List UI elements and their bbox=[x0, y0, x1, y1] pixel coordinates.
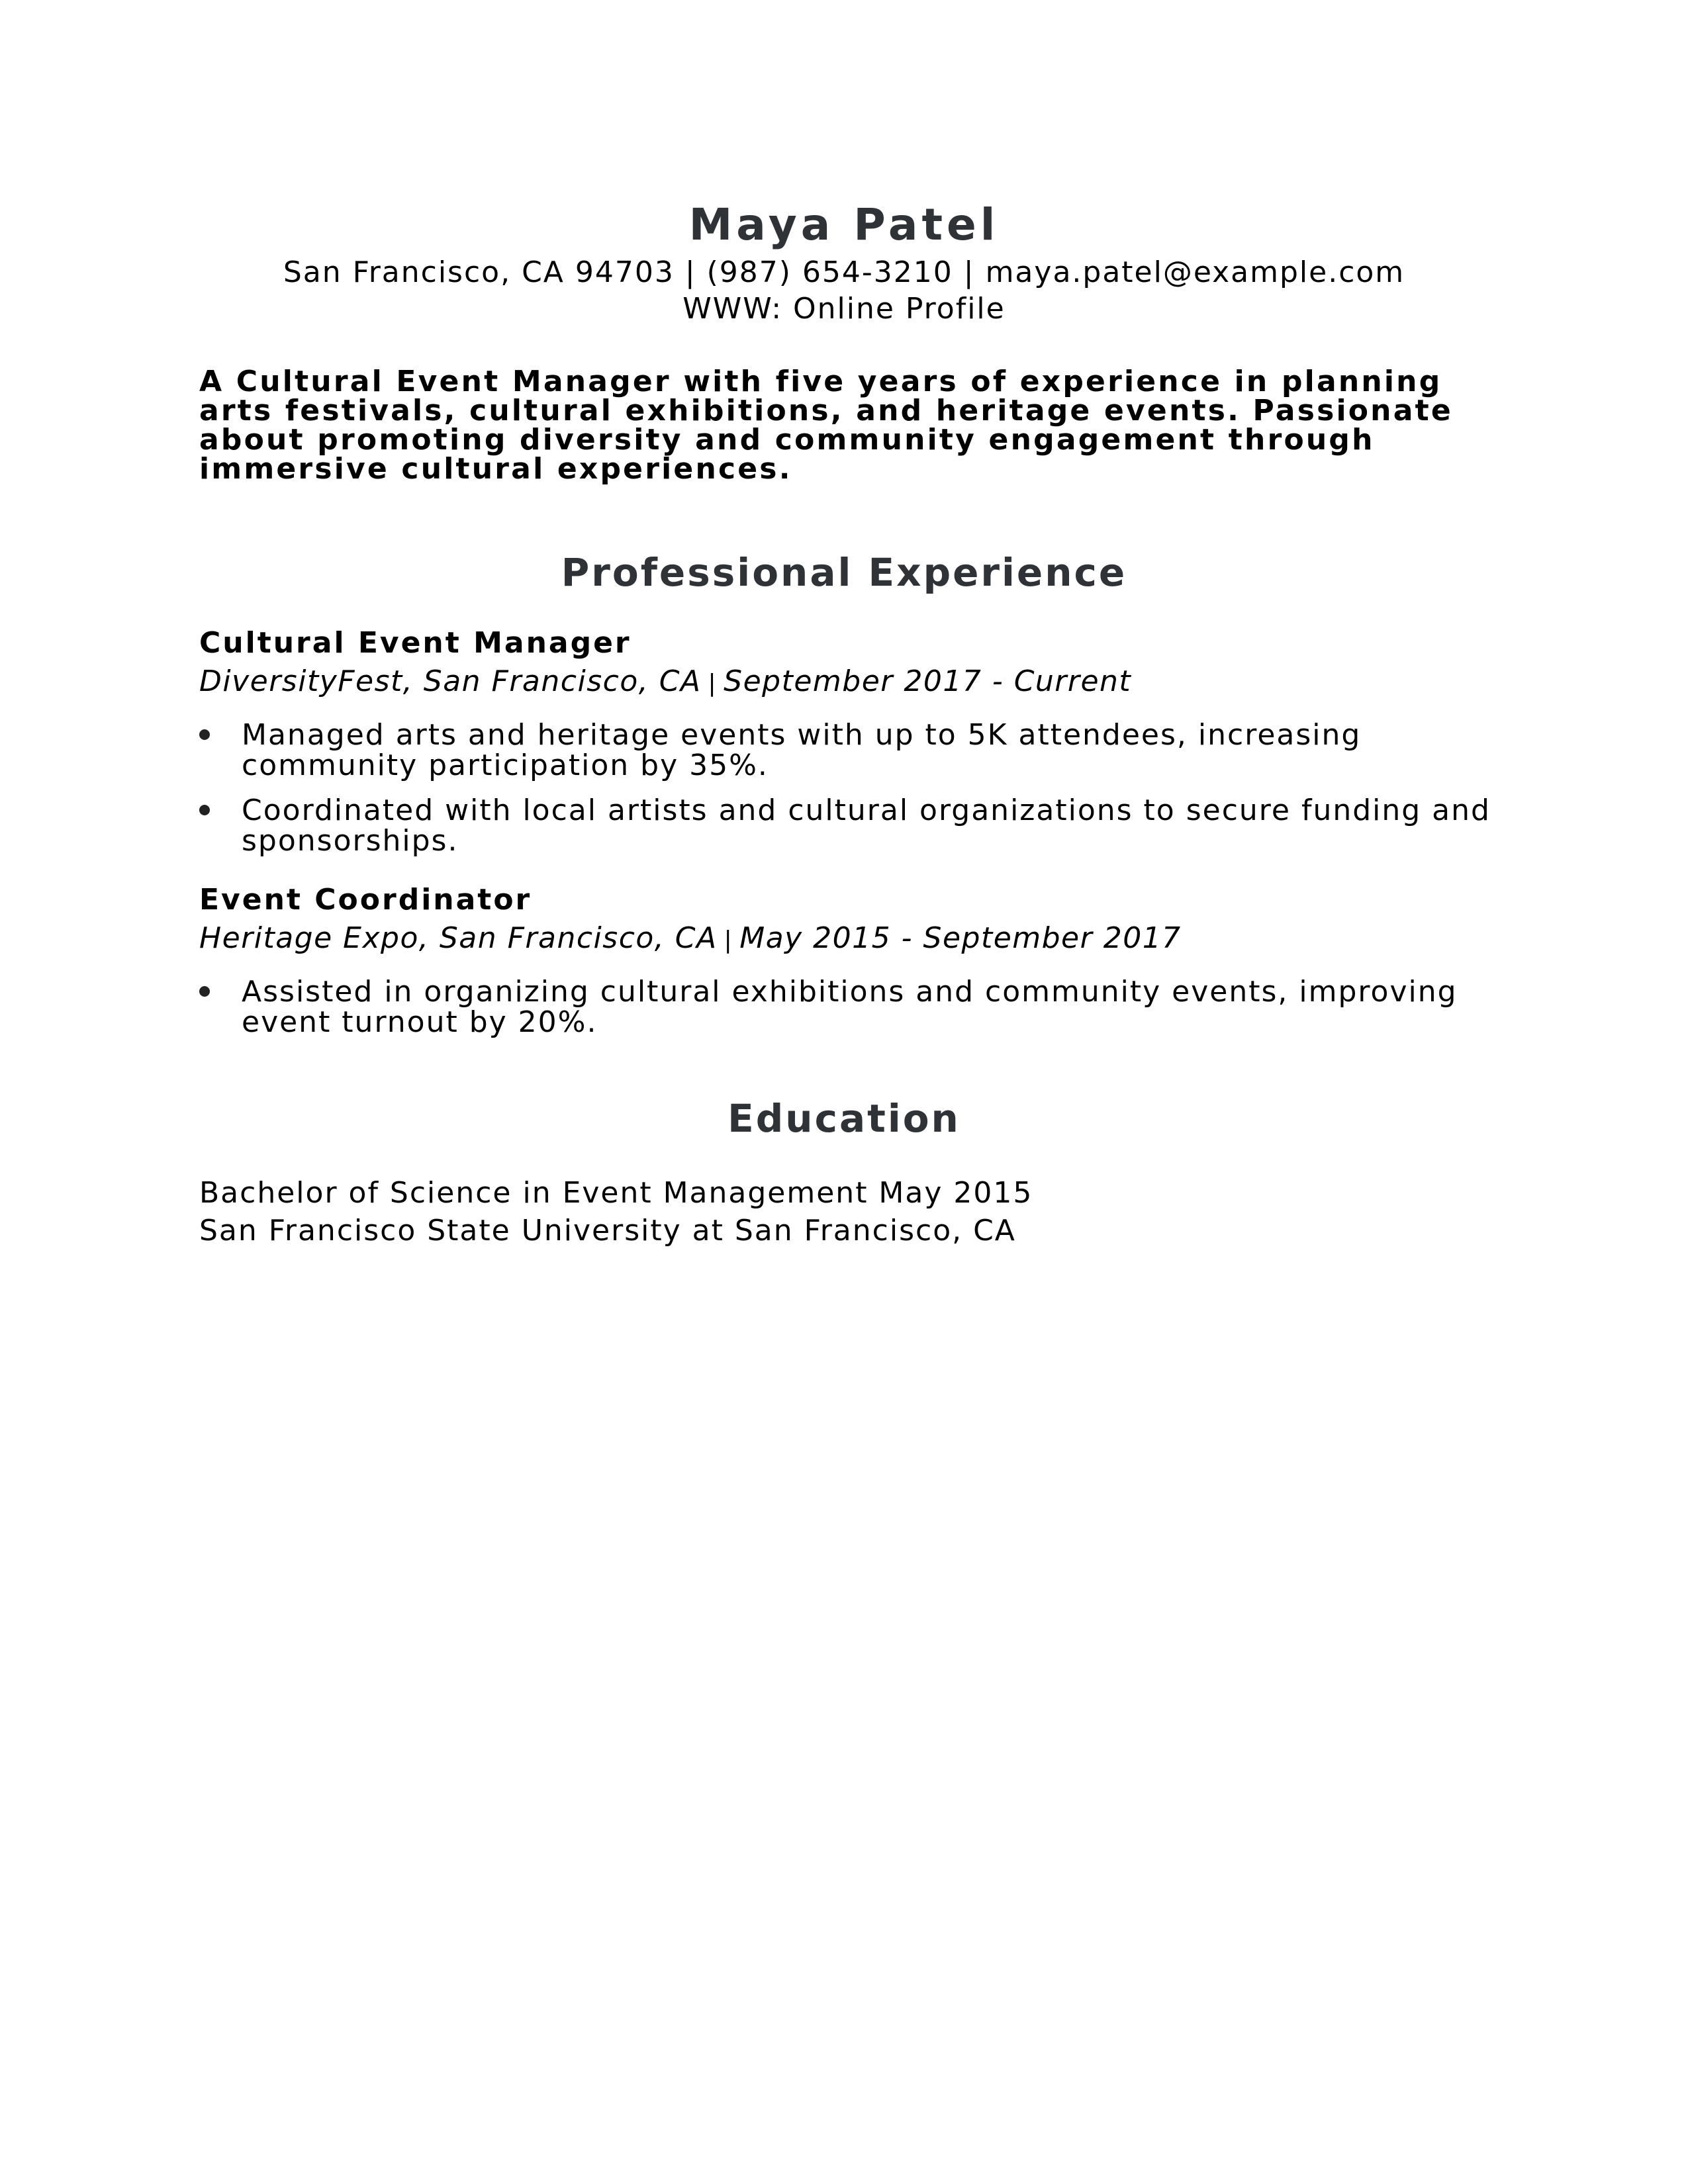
job-meta bbox=[199, 664, 1131, 702]
web-profile: WWW: Online Profile bbox=[682, 292, 1006, 326]
job-dates: May 2015 - September 2017 bbox=[739, 921, 1182, 955]
contact-info: San Francisco, CA 94703 | (987) 654-3210 | maya.patel@example.com bbox=[283, 255, 1405, 289]
section-heading-education: Education bbox=[727, 1096, 961, 1141]
bullet-text: Managed arts and heritage events with up to 5K attendees, increasing community participation by 35%. bbox=[242, 718, 1362, 782]
meta-separator: | bbox=[708, 670, 718, 697]
list-item bbox=[199, 796, 1497, 856]
job-company-location: DiversityFest, San Francisco, CA bbox=[199, 664, 702, 698]
bullet-icon bbox=[199, 805, 210, 815]
meta-separator: | bbox=[724, 927, 733, 954]
job-title: Event Coordinator bbox=[199, 883, 532, 917]
job-bullets bbox=[199, 977, 1497, 1052]
job-bullets bbox=[199, 720, 1497, 871]
bullet-text: Assisted in organizing cultural exhibitions and community events, improving event turnout by 20%. bbox=[242, 975, 1458, 1039]
education-school: San Francisco State University at San Francisco, CA bbox=[199, 1214, 1016, 1248]
job-meta bbox=[199, 921, 1182, 958]
section-heading-experience: Professional Experience bbox=[561, 550, 1127, 595]
education-degree: Bachelor of Science in Event Management May 2015 bbox=[199, 1176, 1033, 1210]
job-dates: September 2017 - Current bbox=[724, 664, 1132, 698]
job-title: Cultural Event Manager bbox=[199, 626, 632, 660]
professional-summary: A Cultural Event Manager with five years of experience in planning arts festivals, cultural exhibitions, and heritage events. Passionate about promoting diversity and community engagement through immersive cultural experiences. bbox=[199, 365, 1453, 486]
bullet-text: Coordinated with local artists and cultural organizations to secure funding and sponsorships. bbox=[242, 794, 1491, 858]
list-item bbox=[199, 720, 1497, 781]
list-item bbox=[199, 977, 1497, 1038]
candidate-name: Maya Patel bbox=[688, 199, 1000, 250]
job-company-location: Heritage Expo, San Francisco, CA bbox=[199, 921, 718, 955]
bullet-icon bbox=[199, 986, 210, 997]
bullet-icon bbox=[199, 729, 210, 740]
